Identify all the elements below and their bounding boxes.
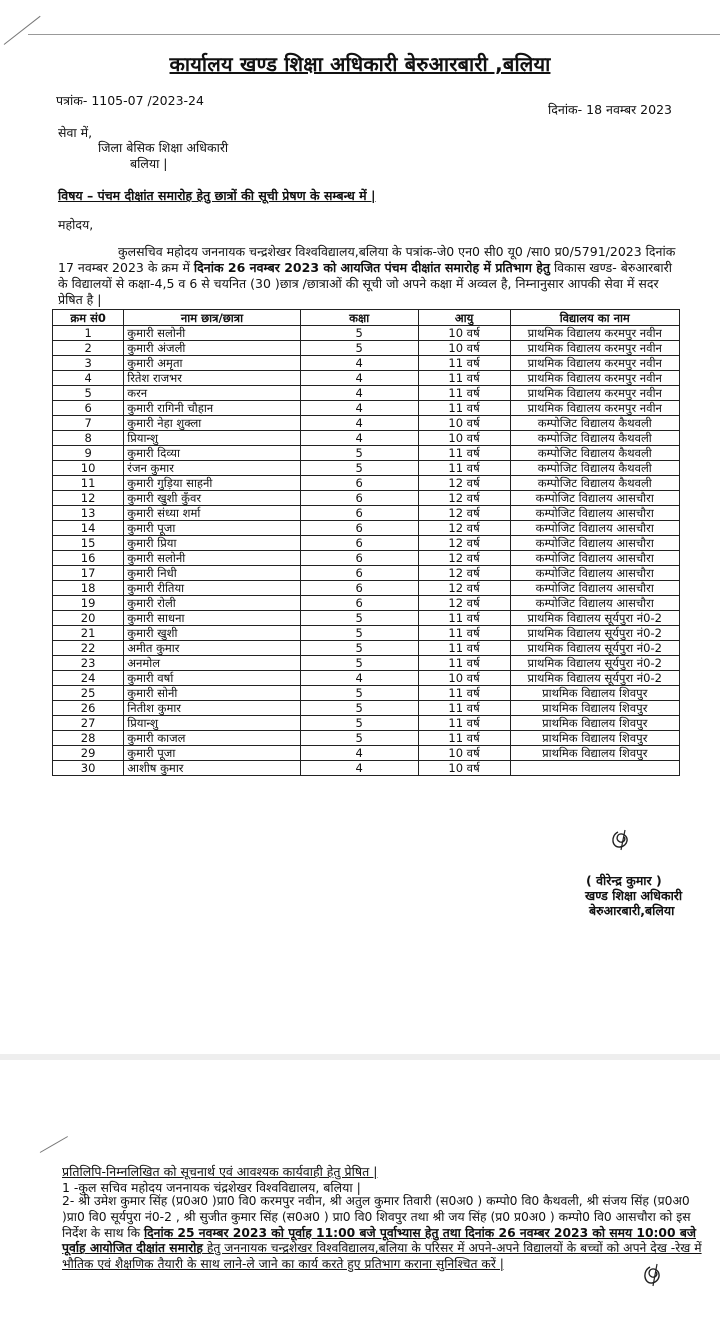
cell-school: प्राथमिक विद्यालय करमपुर नवीन — [510, 386, 680, 401]
table-row — [53, 521, 680, 536]
cell-serial: 12 — [53, 491, 124, 506]
table-row — [53, 581, 680, 596]
cell-serial: 6 — [53, 401, 124, 416]
cell-class: 4 — [300, 401, 418, 416]
recipient-salutation: सेवा में, — [58, 125, 93, 140]
cell-name: कुमारी सलोनी — [124, 551, 300, 566]
cell-serial: 28 — [53, 731, 124, 746]
cell-serial: 24 — [53, 671, 124, 686]
cell-name: नितीश कुमार — [124, 701, 300, 716]
cell-age: 11 वर्ष — [418, 716, 510, 731]
table-row — [53, 431, 680, 446]
cell-class: 6 — [300, 581, 418, 596]
cell-school: प्राथमिक विद्यालय सूर्यपुरा नं0-2 — [510, 626, 680, 641]
cell-age: 12 वर्ष — [418, 521, 510, 536]
cell-school: प्राथमिक विद्यालय सूर्यपुरा नं0-2 — [510, 671, 680, 686]
body-text-2: विकास खण्ड- बेरुआरबारी के विद्यालयों से कक्षा-4,5 व 6 से चयनित (30 )छात्र /छात्राओं की सूची जो अपने कक्षा में अव्वल है, निम्नानुसार आपकी सेवा में सदर प्रेषित है | — [58, 260, 672, 307]
cell-serial: 22 — [53, 641, 124, 656]
letter-date: दिनांक- 18 नवम्बर 2023 — [548, 102, 672, 117]
cell-serial: 15 — [53, 536, 124, 551]
cell-name: प्रियान्शु — [124, 716, 300, 731]
table-row — [53, 341, 680, 356]
signature-scribble-2 — [640, 1262, 666, 1288]
cell-name: कुमारी रोली — [124, 596, 300, 611]
cell-name: कुमारी काजल — [124, 731, 300, 746]
cell-serial: 19 — [53, 596, 124, 611]
cell-class: 5 — [300, 611, 418, 626]
copy-item-2-text-1: 2- श्री उमेश कुमार सिंह (प्र0अ0 )प्रा0 वि0 करमपुर नवीन, श्री अतुल कुमार तिवारी (स0अ0 ) कम्पो0 वि0 कैथवली, श्री संजय सिंह (प्र0अ0 )प्रा0 वि0 सूर्यपुरा नं0-2 , श्री सुजीत कुमार सिंह (स0अ0 ) प्रा0 वि0 शिवपुर तथा श्री जय सिंह (प्र0 प्र0अ0 ) कम्पो0 वि0 आसचौरा को इस निर्देश के साथ कि — [62, 1194, 691, 1240]
table-row — [53, 506, 680, 521]
cell-name: करन — [124, 386, 300, 401]
cell-class: 4 — [300, 416, 418, 431]
cell-class: 5 — [300, 326, 418, 341]
cell-name: कुमारी संध्या शर्मा — [124, 506, 300, 521]
cell-school: कम्पोजिट विद्यालय कैथवली — [510, 476, 680, 491]
signatory-title: खण्ड शिक्षा अधिकारी — [585, 888, 683, 903]
cell-name: कुमारी प्रिया — [124, 536, 300, 551]
cell-school: कम्पोजिट विद्यालय आसचौरा — [510, 491, 680, 506]
cell-age: 11 वर्ष — [418, 446, 510, 461]
body-text-1: कुलसचिव महोदय जननायक चन्द्रशेखर विश्वविद्यालय,बलिया के पत्रांक-जे0 एन0 सी0 यू0 /सा0 प्र0/5791/2023 दिनांक 17 नवम्बर 2023 के क्रम में — [58, 244, 676, 275]
cell-serial: 8 — [53, 431, 124, 446]
table-row — [53, 761, 680, 776]
cell-serial: 25 — [53, 686, 124, 701]
cell-serial: 10 — [53, 461, 124, 476]
cell-class: 6 — [300, 566, 418, 581]
cell-class: 5 — [300, 686, 418, 701]
cell-age: 11 वर्ष — [418, 371, 510, 386]
cell-school — [510, 761, 680, 776]
header-name: नाम छात्र/छात्रा — [124, 310, 300, 326]
letter-number: पत्रांक- 1105-07 /2023-24 — [56, 93, 204, 108]
cell-class: 4 — [300, 386, 418, 401]
cell-name: आशीष कुमार — [124, 761, 300, 776]
header-age: आयु — [418, 310, 510, 326]
cell-age: 10 वर्ष — [418, 761, 510, 776]
table-row — [53, 416, 680, 431]
cell-school: कम्पोजिट विद्यालय कैथवली — [510, 446, 680, 461]
cell-age: 10 वर्ष — [418, 326, 510, 341]
recipient-line-1: जिला बेसिक शिक्षा अधिकारी — [98, 140, 229, 155]
cell-name: रंजन कुमार — [124, 461, 300, 476]
cell-serial: 27 — [53, 716, 124, 731]
margin-mark — [4, 16, 41, 45]
signature-scribble — [608, 828, 634, 852]
cell-class: 4 — [300, 671, 418, 686]
table-row — [53, 731, 680, 746]
cell-school: प्राथमिक विद्यालय शिवपुर — [510, 701, 680, 716]
recipient-line-2: बलिया | — [130, 156, 168, 171]
cell-age: 12 वर्ष — [418, 596, 510, 611]
copy-item-2 — [62, 1194, 704, 1273]
table-row — [53, 641, 680, 656]
cell-name: कुमारी रागिनी चौहान — [124, 401, 300, 416]
table-row — [53, 461, 680, 476]
cell-age: 12 वर्ष — [418, 581, 510, 596]
cell-serial: 14 — [53, 521, 124, 536]
cell-serial: 4 — [53, 371, 124, 386]
cell-school: प्राथमिक विद्यालय सूर्यपुरा नं0-2 — [510, 611, 680, 626]
cell-serial: 21 — [53, 626, 124, 641]
cell-class: 5 — [300, 716, 418, 731]
top-border-line — [28, 34, 720, 35]
cell-age: 10 वर्ष — [418, 431, 510, 446]
office-title: कार्यालय खण्ड शिक्षा अधिकारी बेरुआरबारी ,बलिया — [169, 52, 551, 76]
cell-serial: 3 — [53, 356, 124, 371]
table-row — [53, 611, 680, 626]
cell-serial: 16 — [53, 551, 124, 566]
copy-item-2-bold: दिनांक 25 नवम्बर 2023 को पूर्वाह 11:00 बजे पूर्वाभ्यास हेतु तथा दिनांक 26 नवम्बर 2023 को समय 10:00 बजे पूर्वाह आयोजित दीक्षांत समारोह — [62, 1225, 696, 1256]
cell-school: प्राथमिक विद्यालय करमपुर नवीन — [510, 326, 680, 341]
cell-age: 11 वर्ष — [418, 686, 510, 701]
cell-age: 12 वर्ष — [418, 491, 510, 506]
cell-age: 12 वर्ष — [418, 536, 510, 551]
cell-name: अमीत कुमार — [124, 641, 300, 656]
cell-name: कुमारी रीतिया — [124, 581, 300, 596]
cell-school: प्राथमिक विद्यालय करमपुर नवीन — [510, 356, 680, 371]
cell-age: 11 वर्ष — [418, 461, 510, 476]
cell-class: 5 — [300, 461, 418, 476]
letter-subject: विषय – पंचम दीक्षांत समारोह हेतु छात्रों की सूची प्रेषण के सम्बन्ध में | — [58, 188, 376, 203]
cell-age: 10 वर्ष — [418, 341, 510, 356]
cell-class: 6 — [300, 491, 418, 506]
cell-class: 4 — [300, 371, 418, 386]
cell-school: कम्पोजिट विद्यालय आसचौरा — [510, 521, 680, 536]
table-row — [53, 746, 680, 761]
cell-name: प्रियान्शु — [124, 431, 300, 446]
cell-age: 10 वर्ष — [418, 416, 510, 431]
cell-serial: 20 — [53, 611, 124, 626]
cell-age: 11 वर्ष — [418, 626, 510, 641]
cell-serial: 30 — [53, 761, 124, 776]
table-row — [53, 386, 680, 401]
table-row — [53, 626, 680, 641]
cell-age: 10 वर्ष — [418, 746, 510, 761]
cell-name: कुमारी अमृता — [124, 356, 300, 371]
cell-serial: 23 — [53, 656, 124, 671]
cell-class: 5 — [300, 641, 418, 656]
cell-class: 4 — [300, 356, 418, 371]
cell-name: अनमोल — [124, 656, 300, 671]
cell-age: 12 वर्ष — [418, 566, 510, 581]
cell-school: प्राथमिक विद्यालय शिवपुर — [510, 746, 680, 761]
table-body — [53, 326, 680, 776]
cell-class: 4 — [300, 746, 418, 761]
header-class: कक्षा — [300, 310, 418, 326]
signatory-name: ( वीरेन्द्र कुमार ) — [586, 873, 662, 888]
table-row — [53, 701, 680, 716]
cell-class: 6 — [300, 506, 418, 521]
cell-age: 11 वर्ष — [418, 386, 510, 401]
cell-name: कुमारी पूजा — [124, 746, 300, 761]
cell-name: कुमारी वर्षा — [124, 671, 300, 686]
cell-age: 10 वर्ष — [418, 671, 510, 686]
table-row — [53, 596, 680, 611]
cell-class: 6 — [300, 476, 418, 491]
cell-school: प्राथमिक विद्यालय शिवपुर — [510, 686, 680, 701]
cell-name: कुमारी खुशी कुँवर — [124, 491, 300, 506]
students-table — [52, 309, 680, 776]
table-row — [53, 686, 680, 701]
cell-school: कम्पोजिट विद्यालय आसचौरा — [510, 581, 680, 596]
cell-class: 5 — [300, 731, 418, 746]
cell-name: कुमारी अंजली — [124, 341, 300, 356]
cell-name: कुमारी सोनी — [124, 686, 300, 701]
cell-school: प्राथमिक विद्यालय सूर्यपुरा नं0-2 — [510, 656, 680, 671]
table-row — [53, 716, 680, 731]
table-row — [53, 476, 680, 491]
table-row — [53, 671, 680, 686]
header-serial: क्रम सं0 — [53, 310, 124, 326]
cell-age: 11 वर्ष — [418, 641, 510, 656]
cell-school: कम्पोजिट विद्यालय आसचौरा — [510, 551, 680, 566]
cell-age: 11 वर्ष — [418, 656, 510, 671]
table-row — [53, 566, 680, 581]
body-text-bold: दिनांक 26 नवम्बर 2023 को आयजित पंचम दीक्षांत समारोह में प्रतिभाग हेतु — [193, 260, 550, 275]
table-row — [53, 536, 680, 551]
cell-school: प्राथमिक विद्यालय शिवपुर — [510, 716, 680, 731]
cell-class: 6 — [300, 536, 418, 551]
cell-school: कम्पोजिट विद्यालय कैथवली — [510, 461, 680, 476]
cell-serial: 7 — [53, 416, 124, 431]
cell-age: 12 वर्ष — [418, 551, 510, 566]
cell-school: प्राथमिक विद्यालय करमपुर नवीन — [510, 401, 680, 416]
table-row — [53, 551, 680, 566]
cell-age: 12 वर्ष — [418, 506, 510, 521]
table-row — [53, 401, 680, 416]
header-school: विद्यालय का नाम — [510, 310, 680, 326]
cell-serial: 2 — [53, 341, 124, 356]
cell-serial: 11 — [53, 476, 124, 491]
cell-class: 6 — [300, 551, 418, 566]
cell-school: प्राथमिक विद्यालय शिवपुर — [510, 731, 680, 746]
cell-school: प्राथमिक विद्यालय करमपुर नवीन — [510, 341, 680, 356]
cell-school: कम्पोजिट विद्यालय आसचौरा — [510, 566, 680, 581]
cell-name: कुमारी पूजा — [124, 521, 300, 536]
cell-class: 5 — [300, 446, 418, 461]
cell-serial: 13 — [53, 506, 124, 521]
cell-class: 5 — [300, 701, 418, 716]
table-header-row — [53, 310, 680, 326]
cell-serial: 17 — [53, 566, 124, 581]
cell-name: रितेश राजभर — [124, 371, 300, 386]
cell-class: 4 — [300, 761, 418, 776]
cell-serial: 18 — [53, 581, 124, 596]
cell-school: कम्पोजिट विद्यालय कैथवली — [510, 416, 680, 431]
cell-age: 11 वर्ष — [418, 611, 510, 626]
cell-serial: 5 — [53, 386, 124, 401]
signatory-place: बेरुआरबारी,बलिया — [589, 903, 675, 918]
cell-school: प्राथमिक विद्यालय सूर्यपुरा नं0-2 — [510, 641, 680, 656]
cell-class: 5 — [300, 341, 418, 356]
cell-school: कम्पोजिट विद्यालय आसचौरा — [510, 506, 680, 521]
cell-class: 5 — [300, 656, 418, 671]
cell-age: 11 वर्ष — [418, 731, 510, 746]
cell-school: प्राथमिक विद्यालय करमपुर नवीन — [510, 371, 680, 386]
table-row — [53, 371, 680, 386]
cell-class: 4 — [300, 431, 418, 446]
body-paragraph — [58, 244, 678, 308]
cell-name: कुमारी सलोनी — [124, 326, 300, 341]
cell-name: कुमारी गुड़िया साहनी — [124, 476, 300, 491]
table-row — [53, 656, 680, 671]
greeting: महोदय, — [58, 217, 94, 232]
table-row — [53, 326, 680, 341]
cell-class: 5 — [300, 626, 418, 641]
cell-serial: 9 — [53, 446, 124, 461]
cell-class: 6 — [300, 521, 418, 536]
cell-school: कम्पोजिट विद्यालय आसचौरा — [510, 596, 680, 611]
cell-serial: 26 — [53, 701, 124, 716]
copy-item-1: 1 -कुल सचिव महोदय जननायक चंद्रशेखर विश्वविद्यालय, बलिया | — [62, 1180, 361, 1195]
copy-item-2-text-2: हेतु जननायक चन्द्रशेखर विश्वविद्यालय,बलिया के परिसर में अपने-अपने विद्यालयों के बच्चों को अपने देख -रेख में भौतिक एवं शैक्षणिक तैयारी के साथ लाने-ले जाने का कार्य करते हुए प्रतिभाग कराना सुनिश्चित करें | — [62, 1241, 702, 1272]
cell-name: कुमारी साधना — [124, 611, 300, 626]
cell-serial: 1 — [53, 326, 124, 341]
cell-age: 11 वर्ष — [418, 401, 510, 416]
cell-school: कम्पोजिट विद्यालय आसचौरा — [510, 536, 680, 551]
cell-age: 11 वर्ष — [418, 701, 510, 716]
cell-name: कुमारी नेहा शुक्ला — [124, 416, 300, 431]
copy-heading: प्रतिलिपि-निम्नलिखित को सूचनार्थ एवं आवश्यक कार्यवाही हेतु प्रेषित | — [62, 1164, 378, 1179]
table-row — [53, 356, 680, 371]
table-row — [53, 491, 680, 506]
cell-name: कुमारी दिव्या — [124, 446, 300, 461]
cell-class: 6 — [300, 596, 418, 611]
cell-name: कुमारी निधी — [124, 566, 300, 581]
cell-age: 11 वर्ष — [418, 356, 510, 371]
cell-serial: 29 — [53, 746, 124, 761]
cell-school: कम्पोजिट विद्यालय कैथवली — [510, 431, 680, 446]
cell-age: 12 वर्ष — [418, 476, 510, 491]
table-row — [53, 446, 680, 461]
cell-name: कुमारी खुशी — [124, 626, 300, 641]
